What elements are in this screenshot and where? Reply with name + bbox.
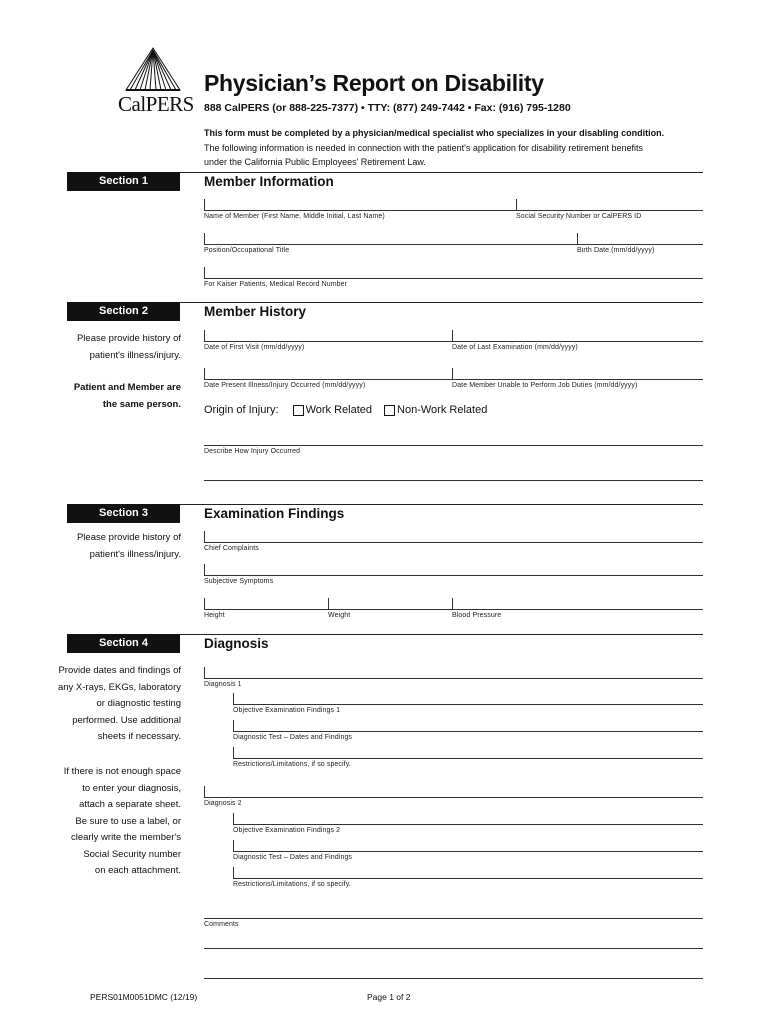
non-work-related-checkbox[interactable] bbox=[384, 405, 395, 416]
field-tick bbox=[204, 667, 205, 678]
origin-label: Origin of Injury: bbox=[204, 404, 279, 416]
kaiser-mrn-label: For Kaiser Patients, Medical Record Number bbox=[204, 281, 348, 288]
section-1-title: Member Information bbox=[204, 174, 334, 189]
field-tick bbox=[577, 233, 578, 244]
section-2-title: Member History bbox=[204, 304, 307, 319]
member-name-label: Name of Member (First Name, Middle Initial, Last Name) bbox=[204, 213, 385, 220]
chief-complaints-field[interactable] bbox=[204, 542, 703, 543]
field-tick bbox=[204, 368, 205, 379]
work-related-label: Work Related bbox=[305, 404, 373, 416]
work-related-checkbox[interactable] bbox=[293, 405, 304, 416]
contact-line: 888 CalPERS (or 888-225-7377) • TTY: (877) 249-7442 • Fax: (916) 795-1280 bbox=[204, 102, 571, 114]
section-2-tab: Section 2 bbox=[67, 302, 180, 321]
describe-injury-line-2[interactable] bbox=[204, 480, 703, 481]
note-line: Patient and Member are bbox=[73, 382, 181, 393]
diagnostic-test-1-label: Diagnostic Test – Dates and Findings bbox=[233, 734, 353, 741]
field-tick bbox=[452, 598, 453, 609]
chief-complaints-label: Chief Complaints bbox=[204, 545, 259, 552]
section-3-title: Examination Findings bbox=[204, 506, 345, 521]
field-tick bbox=[328, 598, 329, 609]
diagnostic-test-2-field[interactable] bbox=[233, 851, 703, 852]
section-4-tab: Section 4 bbox=[67, 634, 180, 653]
calpers-logo-icon bbox=[122, 46, 184, 94]
unable-date-label: Date Member Unable to Perform Job Duties (mm/dd/yyyy) bbox=[452, 382, 638, 389]
section-2-rule bbox=[180, 302, 703, 303]
birth-date-label: Birth Date (mm/dd/yyyy) bbox=[577, 247, 655, 254]
objective-findings-1-field[interactable] bbox=[233, 704, 703, 705]
first-visit-label: Date of First Visit (mm/dd/yyyy) bbox=[204, 344, 305, 351]
subjective-symptoms-field[interactable] bbox=[204, 575, 703, 576]
field-tick bbox=[204, 786, 205, 797]
comments-field[interactable] bbox=[204, 918, 703, 919]
objective-findings-1-label: Objective Examination Findings 1 bbox=[233, 707, 341, 714]
form-id: PERS01M0051DMC (12/19) bbox=[90, 992, 198, 1002]
diagnosis-2-field[interactable] bbox=[204, 797, 703, 798]
note-line: attach a separate sheet. bbox=[79, 799, 181, 810]
intro-text bbox=[204, 126, 704, 170]
diagnostic-test-2-label: Diagnostic Test – Dates and Findings bbox=[233, 854, 353, 861]
note-line: Provide dates and findings of bbox=[58, 665, 181, 676]
note-line: sheets if necessary. bbox=[97, 731, 181, 742]
comments-line-3[interactable] bbox=[204, 978, 703, 979]
section-1-rule bbox=[180, 172, 703, 173]
note-line: to enter your diagnosis, bbox=[82, 782, 181, 794]
intro-line-1: The following information is needed in connection with the patient's application for disability retirement benefits bbox=[204, 142, 643, 153]
diagnosis-2-label: Diagnosis 2 bbox=[204, 800, 242, 807]
note-line: or diagnostic testing bbox=[96, 698, 181, 709]
note-line: performed. Use additional bbox=[72, 714, 181, 726]
position-field[interactable] bbox=[204, 244, 703, 245]
note-line: Please provide history of bbox=[76, 532, 181, 543]
position-label: Position/Occupational Title bbox=[204, 247, 290, 254]
field-tick bbox=[233, 693, 234, 704]
restrictions-1-field[interactable] bbox=[233, 758, 703, 759]
injury-date-field[interactable] bbox=[204, 379, 703, 380]
describe-injury-label: Describe How Injury Occurred bbox=[204, 448, 301, 455]
member-name-field[interactable] bbox=[204, 210, 703, 211]
vitals-field[interactable] bbox=[204, 609, 703, 610]
comments-line-2[interactable] bbox=[204, 948, 703, 949]
field-tick bbox=[204, 564, 205, 575]
note-line: Social Security number bbox=[83, 848, 181, 860]
objective-findings-2-label: Objective Examination Findings 2 bbox=[233, 827, 341, 834]
note-line: the same person. bbox=[102, 398, 181, 410]
restrictions-1-label: Restrictions/Limitations, if so specify. bbox=[233, 761, 351, 768]
section-4-rule bbox=[180, 634, 703, 635]
subjective-symptoms-label: Subjective Symptoms bbox=[204, 578, 274, 585]
logo-text: CalPERS bbox=[118, 92, 194, 116]
describe-injury-field[interactable] bbox=[204, 445, 703, 446]
note-line: clearly write the member's bbox=[70, 832, 181, 843]
section-3-tab: Section 3 bbox=[67, 504, 180, 523]
field-tick bbox=[233, 813, 234, 824]
section-2-note-2 bbox=[41, 380, 181, 413]
field-tick bbox=[233, 867, 234, 878]
note-line: patient's illness/injury. bbox=[89, 548, 181, 560]
intro-bold: This form must be completed by a physician/medical specialist who specializes in your disabling condition. bbox=[204, 128, 665, 138]
field-tick bbox=[452, 330, 453, 341]
intro-line-2: under the California Public Employees' Retirement Law. bbox=[204, 157, 426, 167]
restrictions-2-field[interactable] bbox=[233, 878, 703, 879]
diagnosis-1-label: Diagnosis 1 bbox=[204, 681, 242, 688]
field-tick bbox=[204, 199, 205, 210]
page-number: Page 1 of 2 bbox=[367, 992, 411, 1002]
weight-label: Weight bbox=[328, 612, 351, 619]
field-tick bbox=[204, 233, 205, 244]
note-line: Be sure to use a label, or bbox=[75, 815, 181, 827]
field-tick bbox=[204, 531, 205, 542]
page-title: Physician’s Report on Disability bbox=[204, 70, 544, 96]
section-4-title: Diagnosis bbox=[204, 636, 269, 651]
section-2-note-1 bbox=[41, 331, 181, 364]
first-visit-field[interactable] bbox=[204, 341, 703, 342]
note-line: If there is not enough space bbox=[63, 766, 181, 777]
height-label: Height bbox=[204, 612, 225, 619]
note-line: Please provide history of bbox=[76, 333, 181, 344]
objective-findings-2-field[interactable] bbox=[233, 824, 703, 825]
kaiser-mrn-field[interactable] bbox=[204, 278, 703, 279]
non-work-related-label: Non-Work Related bbox=[397, 404, 488, 416]
ssn-label: Social Security Number or CalPERS ID bbox=[516, 213, 642, 220]
field-tick bbox=[452, 368, 453, 379]
field-tick bbox=[516, 199, 517, 210]
field-tick bbox=[233, 840, 234, 851]
note-line: patient's illness/injury. bbox=[89, 349, 181, 361]
note-line: any X-rays, EKGs, laboratory bbox=[57, 681, 181, 693]
note-line: on each attachment. bbox=[94, 865, 181, 876]
field-tick bbox=[204, 267, 205, 278]
injury-date-label: Date Present Illness/Injury Occurred (mm/dd/yyyy) bbox=[204, 382, 366, 389]
section-4-note-2 bbox=[41, 764, 181, 880]
section-4-note-1 bbox=[41, 663, 181, 746]
diagnostic-test-1-field[interactable] bbox=[233, 731, 703, 732]
section-3-note bbox=[41, 530, 181, 563]
origin-of-injury bbox=[204, 404, 487, 416]
section-1-tab: Section 1 bbox=[67, 172, 180, 191]
comments-label: Comments bbox=[204, 921, 239, 928]
field-tick bbox=[204, 330, 205, 341]
blood-pressure-label: Blood Pressure bbox=[452, 612, 502, 619]
field-tick bbox=[233, 747, 234, 758]
last-exam-label: Date of Last Examination (mm/dd/yyyy) bbox=[452, 344, 578, 351]
diagnosis-1-field[interactable] bbox=[204, 678, 703, 679]
restrictions-2-label: Restrictions/Limitations, if so specify. bbox=[233, 881, 351, 888]
section-3-rule bbox=[180, 504, 703, 505]
field-tick bbox=[204, 598, 205, 609]
field-tick bbox=[233, 720, 234, 731]
